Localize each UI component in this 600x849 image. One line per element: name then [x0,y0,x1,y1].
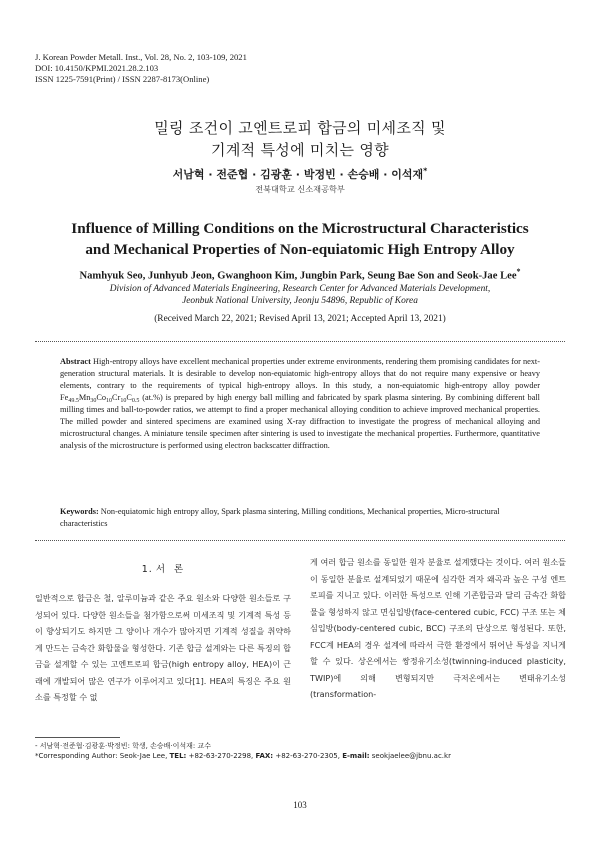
korean-title-line1: 밀링 조건이 고엔트로피 합금의 미세조직 및 [154,119,446,137]
doi-line: DOI: 10.4150/KPMI.2021.28.2.103 [35,63,159,73]
section-title: 서 론 [155,564,185,575]
korean-affiliation: 전북대학교 신소재공학부 [255,184,345,194]
tel-value: +82-63-270-2298, [188,752,254,760]
formula-mn: Mn [78,393,91,402]
korean-title [0,117,600,161]
formula-co-sub: 10 [106,398,113,404]
email-label: E-mail: [342,752,370,760]
received-dates: (Received March 22, 2021; Revised April 13, 2021; Accepted April 13, 2021) [154,314,446,324]
formula-fe-sub: 49.5 [68,398,79,404]
tel-label: TEL: [169,752,187,760]
formula-fe: Fe [60,393,69,402]
keywords-text: Non-equiatomic high entropy alloy, Spark plasma sintering, Milling conditions, Mechanical properties, Micro-structural characteristics [60,507,500,528]
journal-header [35,52,247,85]
formula-mn-sub: 30 [90,398,97,404]
footnote-roles: - 서남혁·전준협·김광훈·박정빈: 학생, 손승배·이석재: 교수 [35,742,212,750]
divider-bottom [35,540,565,541]
korean-title-line2: 기계적 특성에 미치는 영향 [211,141,389,159]
formula-cr: Cr [112,393,121,402]
formula-co: Co [96,393,107,402]
english-title [0,218,600,260]
english-title-line2: and Mechanical Properties of Non-equiatomic High Entropy Alloy [85,241,515,258]
alloy-formula [60,393,139,402]
footnote-rule [35,737,120,738]
body-column-left: 일반적으로 합금은 철, 알루미늄과 같은 주요 원소와 다양한 원소들로 구성되어 있다. 다양한 원소들을 첨가함으로써 미세조직 및 기계적 특성 등이 향상되기도 하지만 그 양이나 개수가 많아지면 기계적 성질을 취약하게 만드는 금속간 화합물을 형성한다. 기존 합금 설계와는 다른 특징의 합금을 설계할 수 있는 고엔트로피 합금(high entropy alloy, HEA)이 근래에 개발되어 많은 연구가 이루어지고 있다[1]. HEA의 특징은 주요 원소를 특정할 수 없 [35,593,291,702]
english-authors [0,267,600,282]
corresponding-author: *Corresponding Author: Seok-Jae Lee, [35,752,168,760]
issn-line: ISSN 1225-7591(Print) / ISSN 2287-8173(Online) [35,74,210,84]
divider-top [35,341,565,342]
english-affiliation-line1: Division of Advanced Materials Engineering, Research Center for Advanced Materials Development, [109,284,491,294]
english-authors-names: Namhyuk Seo, Junhyub Jeon, Gwanghoon Kim, Jungbin Park, Seung Bae Son and Seok-Jae Lee [79,270,517,282]
abstract-label: Abstract [60,357,91,366]
korean-authors-names: 서남혁 · 전준협 · 김광훈 · 박정빈 · 손승배 · 이석재 [172,168,424,181]
english-affiliation-line2: Jeonbuk National University, Jeonju 54896, Republic of Korea [182,296,418,306]
formula-c: C [126,393,132,402]
fax-label: FAX: [255,752,274,760]
english-title-line1: Influence of Milling Conditions on the Microstructural Characteristics [71,220,529,237]
abstract-text-2: (at.%) is prepared by high energy ball milling and fabricated by spark plasma sintering. By combining different ball milling times and ball-to-powder ratios, we attempt to find a proper mechanical alloying condition to achieve improved mechanical properties. The milled powder and sintered specimens are examined using X-ray diffraction to investigate the progress of mechanical alloying and microstructural changes. A miniature tensile specimen after sintering is used to investigate the mechanical properties. Furthermore, quantitative analysis of the microstructure is performed using electron backscatter diffraction. [60,393,540,450]
section-number: 1. [141,564,153,575]
english-affiliation [0,283,600,307]
english-authors-mark: * [516,267,521,276]
keywords-label: Keywords: [60,507,99,516]
section-heading [35,561,291,575]
korean-authors [0,166,600,182]
fax-value: +82-63-270-2305, [275,752,340,760]
formula-c-sub: 0.5 [131,398,140,404]
formula-cr-sub: 10 [120,398,127,404]
journal-line: J. Korean Powder Metall. Inst., Vol. 28, No. 2, 103-109, 2021 [35,52,247,62]
email-value: seokjaelee@jbnu.ac.kr [371,752,451,760]
body-column-right: 게 여러 합금 원소를 동일한 원자 분율로 설계했다는 것이다. 여러 원소들이 동일한 분율로 설계되었기 때문에 심각한 격자 왜곡과 높은 구성 엔트로피를 지니고 있다. 이러한 특성으로 인해 기존합금과 달리 금속간 화합물을 형성하지 않고 면심입방(face-centered cubic, FCC) 구조 또는 체심입방(body-centered cubic, BCC) 구조의 단상으로 형성된다. 또한, FCC계 HEA의 경우 설계에 따라서 극한 환경에서 뛰어난 특성을 지니게 할 수 있다. 상온에서는 쌍정유기소성(twinning-induced plasticity, TWIP)에 의해 변형되지만 극저온에서는 변태유기소성(transformation- [310,557,566,699]
keywords [60,506,540,530]
korean-authors-mark: * [423,166,428,176]
page-number: 103 [293,800,307,810]
footnote-corresponding [35,752,565,760]
abstract [60,356,540,452]
abstract-text-1: High-entropy alloys have excellent mechanical properties under extreme environments, rendering them promising candidates for next-generation structural materials. It is desirable to develop non-equiatomic high-entropy alloys that do not require many expensive or heavy elements, contrary to the requirements of typical high-entropy alloys. In this study, a non-equiatomic high-entropy alloy powder [60,357,540,390]
